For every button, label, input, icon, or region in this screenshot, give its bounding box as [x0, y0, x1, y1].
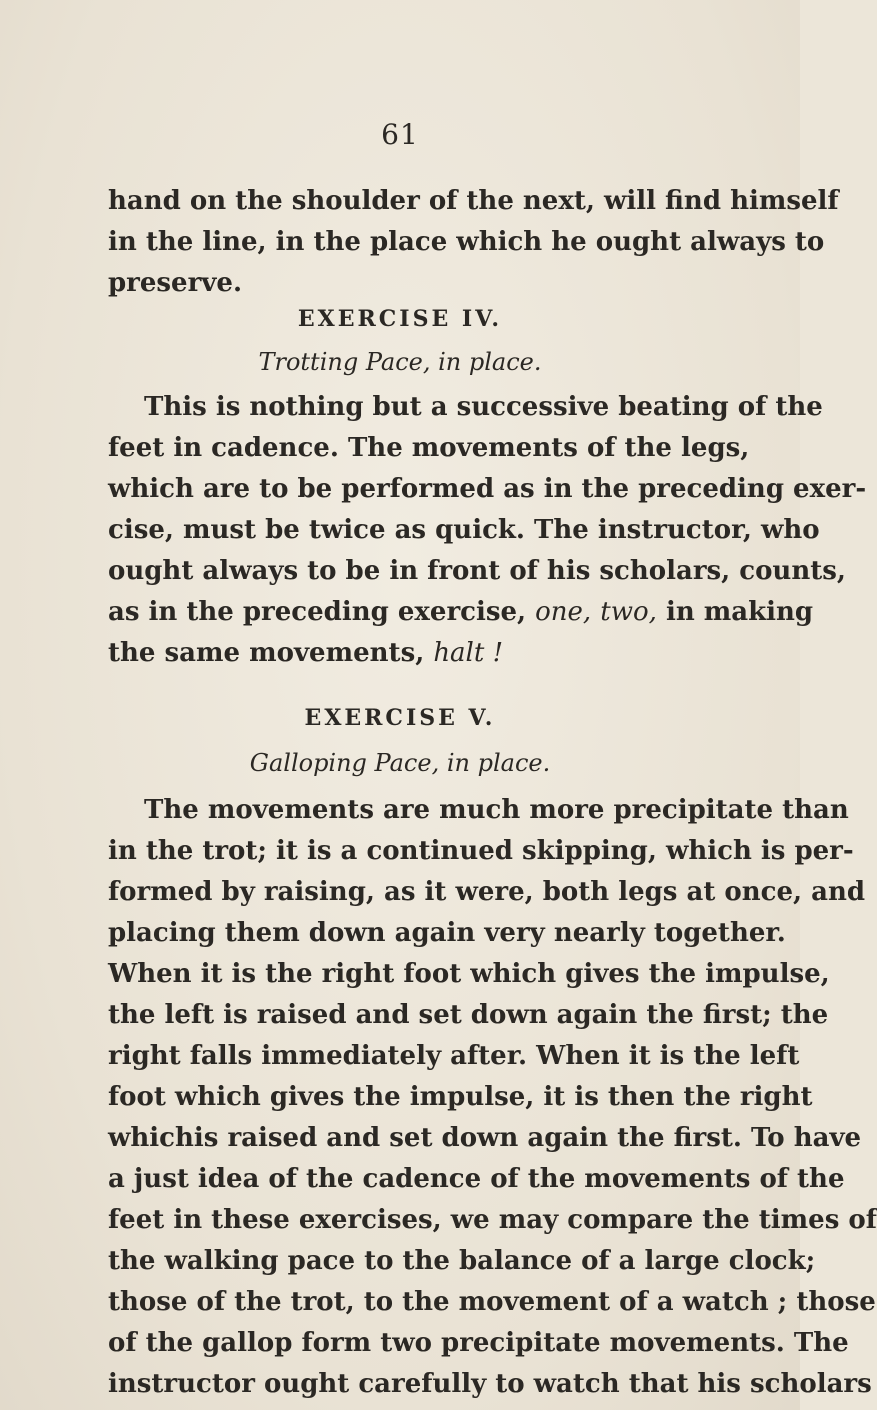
exercise-v-paragraph — [108, 790, 877, 1405]
exercise-iv-paragraph — [108, 387, 867, 674]
exercise-v-subheading: Galloping Pace, in place. — [249, 749, 551, 777]
text-line: in the trot; it is a continued skipping, which is per- — [108, 836, 854, 866]
text-line: the same movements, halt ! — [108, 638, 504, 668]
text-line: This is nothing but a successive beating of the — [144, 392, 823, 422]
text-line: preserve. — [108, 268, 242, 298]
text-line: instructor ought carefully to watch that his scholars — [108, 1369, 872, 1399]
text-line: as in the preceding exercise, one, two, in making — [108, 597, 814, 627]
text-line: right falls immediately after. When it is the left — [108, 1041, 800, 1071]
text-line: ought always to be in front of his scholars, counts, — [108, 556, 846, 586]
text-line: which are to be performed as in the preceding exer- — [108, 474, 867, 504]
text-line: formed by raising, as it were, both legs at once, and — [108, 877, 866, 907]
text-line: those of the trot, to the movement of a watch ; those — [108, 1287, 876, 1317]
text-line: foot which gives the impulse, it is then the right — [108, 1082, 813, 1112]
text-line: The movements are much more precipitate than — [144, 795, 849, 825]
text-line: of the gallop form two precipitate movements. The — [108, 1328, 849, 1358]
text-line: a just idea of the cadence of the movements of the — [108, 1164, 845, 1194]
exercise-iv-subheading: Trotting Pace, in place. — [258, 348, 542, 376]
text-line: When it is the right foot which gives the impulse, — [108, 959, 830, 989]
text-line: the left is raised and set down again the first; the — [108, 1000, 829, 1030]
text-line: feet in these exercises, we may compare the times of — [108, 1205, 877, 1235]
page-number: 61 — [381, 118, 419, 151]
text-line: cise, must be twice as quick. The instructor, who — [108, 515, 820, 545]
text-line: hand on the shoulder of the next, will find himself — [108, 186, 839, 216]
intro-paragraph — [108, 181, 839, 304]
text-line: feet in cadence. The movements of the legs, — [108, 433, 750, 463]
text-line: the walking pace to the balance of a large clock; — [108, 1246, 816, 1276]
exercise-iv-heading: EXERCISE IV. — [297, 306, 503, 332]
text-line: in the line, in the place which he ought always to — [108, 227, 825, 257]
exercise-v-heading: EXERCISE V. — [304, 705, 496, 731]
text-line: placing them down again very nearly together. — [108, 918, 786, 948]
text-line: whichis raised and set down again the first. To have — [108, 1123, 862, 1153]
